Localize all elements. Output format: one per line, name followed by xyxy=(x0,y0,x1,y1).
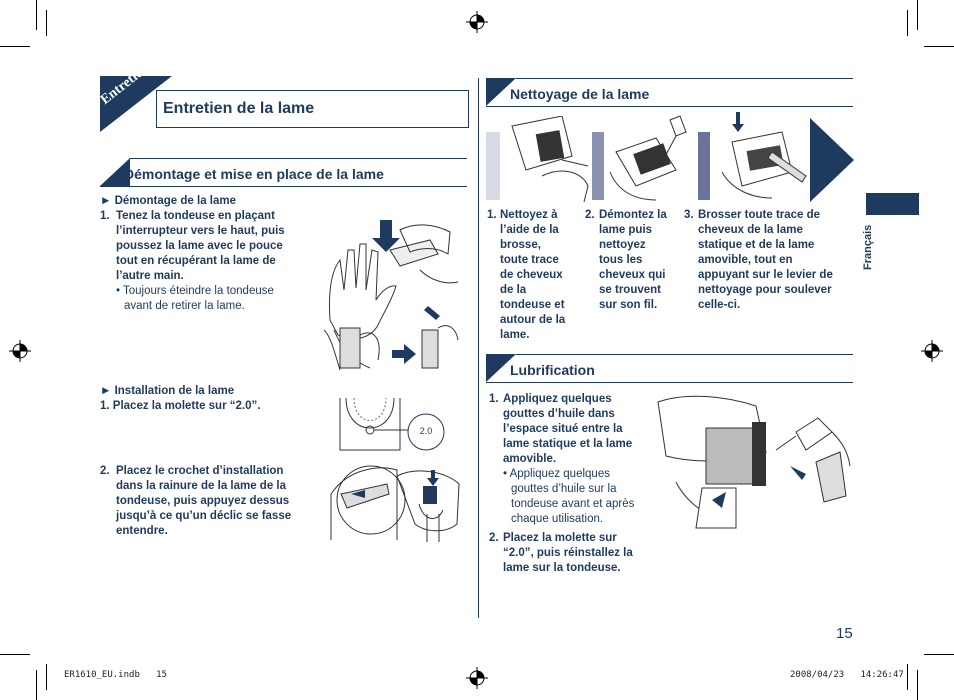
clean-step3-num: 3. xyxy=(684,209,694,221)
language-label: Français xyxy=(862,224,874,270)
lubrication-title: Lubrification xyxy=(510,362,595,378)
registration-mark-icon xyxy=(9,340,31,362)
column-divider xyxy=(478,78,479,618)
cleaning-title: Nettoyage de la lame xyxy=(510,86,650,102)
language-tab xyxy=(866,193,919,215)
install-step1: 1. Placez la molette sur “2.0”. xyxy=(100,400,261,412)
section1-title: Démontage et mise en place de la lame xyxy=(124,166,384,182)
clean-step2-num: 2. xyxy=(585,209,595,221)
dial-label: 2.0 xyxy=(419,426,433,436)
lub-note: • Appliquez quelques gouttes d’huile sur la tondeuse avant et après chaque utilisation. xyxy=(503,468,635,525)
footer-left: ER1610_EU.indb 15 xyxy=(64,670,167,680)
registration-mark-icon xyxy=(466,11,488,33)
clean-step3-illustration xyxy=(712,112,808,202)
lub-step2-num: 2. xyxy=(489,532,499,544)
step-bar-3 xyxy=(698,132,710,200)
step-arrow-icon xyxy=(810,118,854,202)
lubrication-illustration xyxy=(656,392,852,532)
lub-step1-num: 1. xyxy=(489,393,499,405)
page-number: 15 xyxy=(836,625,853,642)
side-tab-label: Entretien xyxy=(98,61,152,108)
footer-right: 2008/04/23 14:26:47 xyxy=(790,670,904,680)
clean-step1-num: 1. xyxy=(487,209,497,221)
step-bar-2 xyxy=(592,132,604,200)
dismount-heading: ► Démontage de la lame xyxy=(100,195,237,207)
dismount-illustration xyxy=(320,210,460,370)
lub-step1-text: Appliquez quelques gouttes d’huile dans l’espace situé entre la lame statique et la lame amovible. xyxy=(503,393,633,465)
install-step2-text: Placez le crochet d’installation dans la rainure de la lame de la tondeuse, puis appuyez dessus jusqu’à ce qu’un déclic se fasse entendre. xyxy=(116,465,292,537)
install-illustration xyxy=(327,464,463,544)
dismount-note: • Toujours éteindre la tondeuse avant de retirer la lame. xyxy=(116,285,274,312)
install-step2-num: 2. xyxy=(100,465,110,477)
clean-step2-text: Démontez la lame puis nettoyez tous les cheveux qui se trouvent sur son fil. xyxy=(599,209,667,311)
dismount-step1-text: Tenez la tondeuse en plaçant l’interrupteur vers le haut, puis poussez la lame avec le pouce tout en récupérant la lame de l’autre main. xyxy=(116,210,285,282)
registration-mark-icon xyxy=(466,667,488,689)
registration-mark-icon xyxy=(921,340,943,362)
clean-step1-text: Nettoyez à l’aide de la brosse, toute trace de cheveux de la tondeuse et autour de la lame. xyxy=(500,209,566,341)
clean-step3-text: Brosser toute trace de cheveux de la lame statique et de la lame amovible, tout en appuyant sur le levier de nettoyage pour soulever celle-ci. xyxy=(698,209,833,311)
clean-step1-illustration xyxy=(502,116,590,202)
step-bar-1 xyxy=(486,132,500,200)
page-title: Entretien de la lame xyxy=(163,100,315,117)
lub-step2-text: Placez la molette sur “2.0”, puis réinstallez la lame sur la tondeuse. xyxy=(503,532,633,574)
dismount-step1-num: 1. xyxy=(100,210,110,222)
clean-step2-illustration xyxy=(606,112,696,202)
install-heading: ► Installation de la lame xyxy=(100,385,235,397)
